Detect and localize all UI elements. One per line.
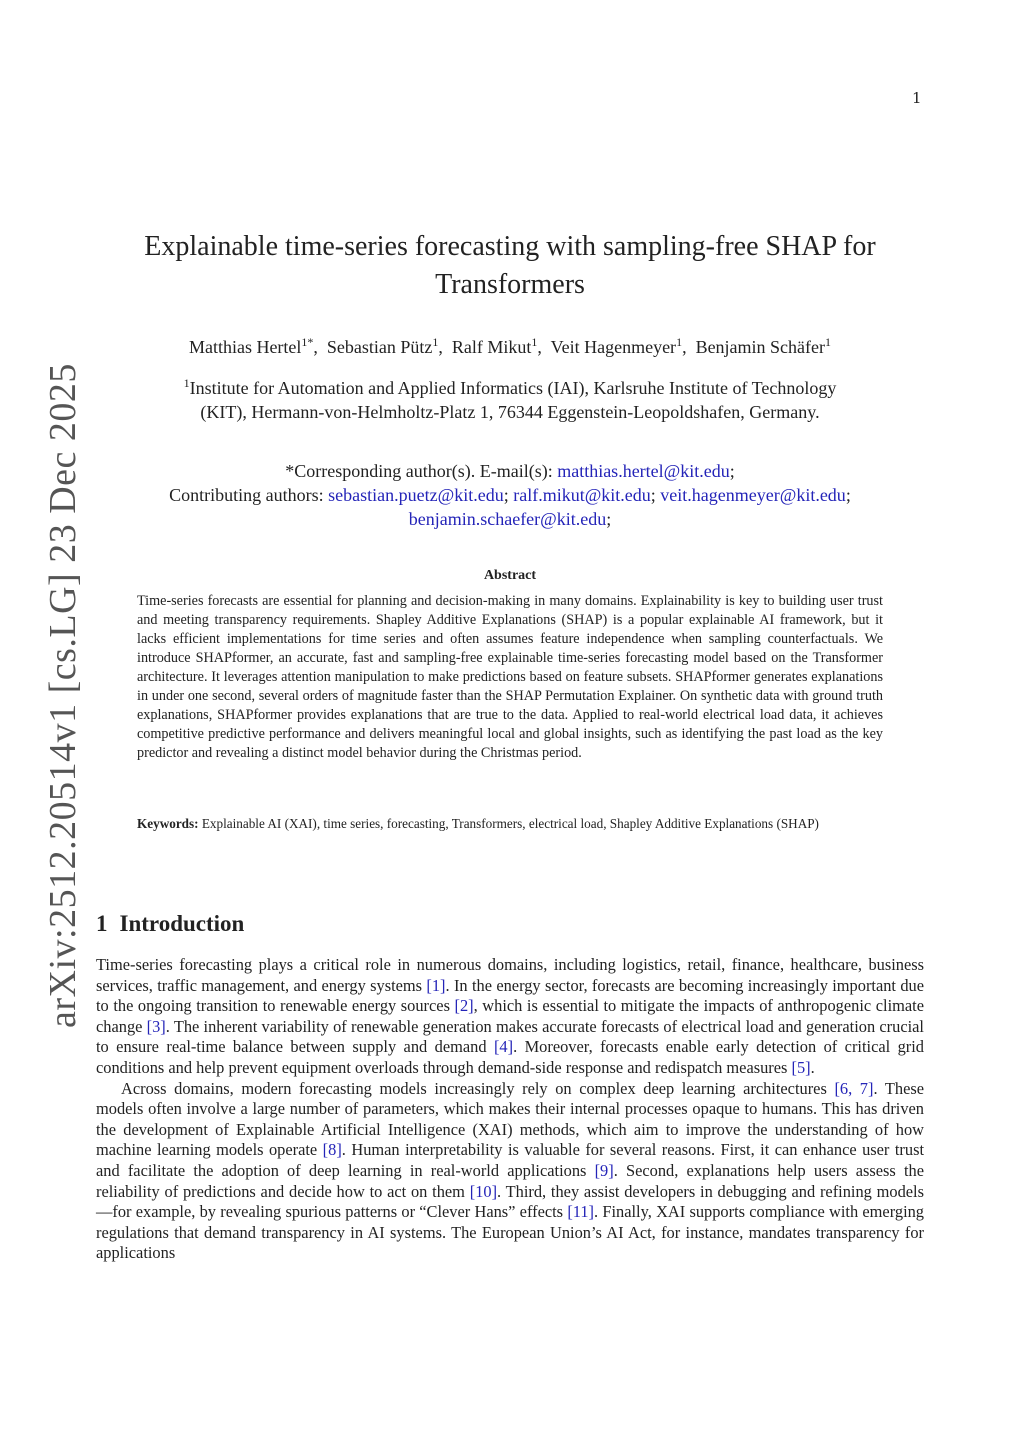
author: Veit Hagenmeyer$^1$: [550, 335, 683, 357]
citation-link[interactable]: [1]: [426, 975, 446, 995]
paragraph-text: . The inherent variability of renewable generation makes accurate forecasts of electrical load and generation crucial to ensure real-time balance between supply and demand: [96, 1016, 924, 1057]
affiliation: $^1$Institute for Automation and Applied Informatics (IAI), Karlsruhe Institute of Technology (KIT), Hermann-von-Helmholtz-Platz 1, 76344 Eggenstein-Leopoldshafen, Germany.: [183, 376, 837, 422]
email-link[interactable]: matthias.hertel@kit.edu: [557, 461, 730, 481]
correspondence: *Corresponding author(s). E-mail(s): matthias.hertel@kit.edu; Contributing authors: sebastian.puetz@kit.edu; ralf.mikut@kit.edu; veit.hagenmeyer@kit.edu; benjamin.schaefer@kit.edu;: [169, 461, 851, 529]
section-heading: [96, 911, 244, 937]
paragraph-text: . Finally, XAI supports compliance with emerging regulations that demand transparency in AI systems. The European Union’s AI Act, for instance, mandates transparency for applications: [96, 1202, 925, 1263]
paragraph-text: Across domains, modern forecasting models increasingly rely on complex deep learning architectures: [121, 1078, 835, 1098]
paragraph-text: . In the energy sector, forecasts are becoming increasingly important due to the ongoing transition to renewable energy sources: [96, 975, 924, 1016]
arxiv-side-stamp: arXiv:2512.20514v1 [cs.LG] 23 Dec 2025: [42, 363, 84, 1028]
citation-link[interactable]: [10]: [469, 1181, 498, 1201]
paragraph-text: . Second, explanations help users assess the reliability of predictions and decide how to act on them: [96, 1160, 924, 1201]
citation-link[interactable]: [6, 7]: [834, 1078, 874, 1098]
paragraph-text: . Human interpretability is valuable for several reasons. First, it can enhance user trust and facilitate the adoption of deep learning in real-world applications: [96, 1140, 925, 1180]
paragraph-text: . Third, they assist developers in debugging and refining models—for example, by revealing spurious patterns or “Clever Hans” effects: [96, 1181, 924, 1222]
citation-link[interactable]: [11]: [567, 1202, 595, 1222]
paragraph-text: Time-series forecasting plays a critical role in numerous domains, including logistics, retail, finance, healthcare, business services, traffic management, and energy systems: [96, 955, 924, 995]
page-number: 1: [912, 89, 922, 107]
citation-link[interactable]: [2]: [454, 996, 474, 1016]
author: Benjamin Schäfer$^1$: [695, 335, 832, 357]
abstract-body: Time-series forecasts are essential for planning and decision-making in many domains. Explainability is key to building user trust and meeting transparency requirements. Shapley Additive Explanations (SHAP) is a popular explainable AI framework, but it lacks efficient implementations for time series and often assumes feature independence when sampling counterfactuals. We introduce SHAPformer, an accurate, fast and sampling-free explainable time-series forecasting model based on the Transformer architecture. It leverages attention manipulation to make predictions based on feature subsets. SHAPformer generates explanations in under one second, several orders of magnitude faster than the SHAP Permutation Explainer. On synthetic data with ground truth explanations, SHAPformer provides explanations that are true to the data. Applied to real-world electrical load data, it achieves competitive predictive performance and delivers meaningful local and global insights, such as identifying the past load as the key predictor and revealing a distinct model behavior during the Christmas period.: [137, 593, 883, 761]
intro-paragraph: [96, 955, 924, 1079]
title-line-1: Explainable time-series forecasting with sampling-free SHAP for: [144, 231, 876, 262]
citation-link[interactable]: [4]: [493, 1037, 514, 1057]
keywords-label: Keywords:: [137, 816, 199, 831]
author-list: Matthias Hertel$^{1*}$, Sebastian Pütz$^1$, Ralf Mikut$^1$, Veit Hagenmeyer$^1$, Benjamin Schäfer$^1$: [188, 335, 832, 357]
email-link[interactable]: benjamin.schaefer@kit.edu: [408, 509, 607, 529]
introduction-body: [96, 955, 924, 1264]
abstract-heading: Abstract: [483, 568, 537, 583]
paragraph-text: , which is essential to mitigate the impacts of anthropogenic climate change: [96, 996, 924, 1036]
title-line-2: Transformers: [435, 269, 585, 300]
keywords-text: Explainable AI (XAI), time series, forecasting, Transformers, electrical load, Shapley Additive Explanations (SHAP): [201, 816, 819, 831]
section-title: Introduction: [119, 911, 245, 936]
intro-paragraph: [96, 1079, 924, 1264]
email-link[interactable]: veit.hagenmeyer@kit.edu: [660, 485, 846, 505]
paragraph-text: .: [810, 1057, 815, 1077]
paper-title: [110, 228, 910, 304]
paragraph-text: . These models often involve a large number of parameters, which makes their internal processes opaque to humans. This has driven the development of Explainable Artificial Intelligence (XAI) methods, which aim to improve the understanding of how machine learning models operate: [96, 1078, 924, 1160]
citation-link[interactable]: [5]: [791, 1057, 811, 1077]
keywords: [137, 816, 883, 832]
email-link[interactable]: ralf.mikut@kit.edu: [513, 485, 651, 505]
author: Matthias Hertel$^{1*}$: [188, 335, 314, 357]
author: Ralf Mikut$^1$: [451, 335, 538, 357]
citation-link[interactable]: [9]: [594, 1160, 614, 1180]
email-link[interactable]: sebastian.puetz@kit.edu: [328, 485, 504, 505]
paragraph-text: . Moreover, forecasts enable early detection of critical grid conditions and help prevent equipment overloads through demand-side response and redispatch measures: [96, 1037, 924, 1077]
citation-link[interactable]: [3]: [146, 1016, 166, 1036]
citation-link[interactable]: [8]: [322, 1140, 342, 1160]
section-number: 1: [96, 911, 108, 936]
author: Sebastian Pütz$^1$: [326, 335, 439, 357]
